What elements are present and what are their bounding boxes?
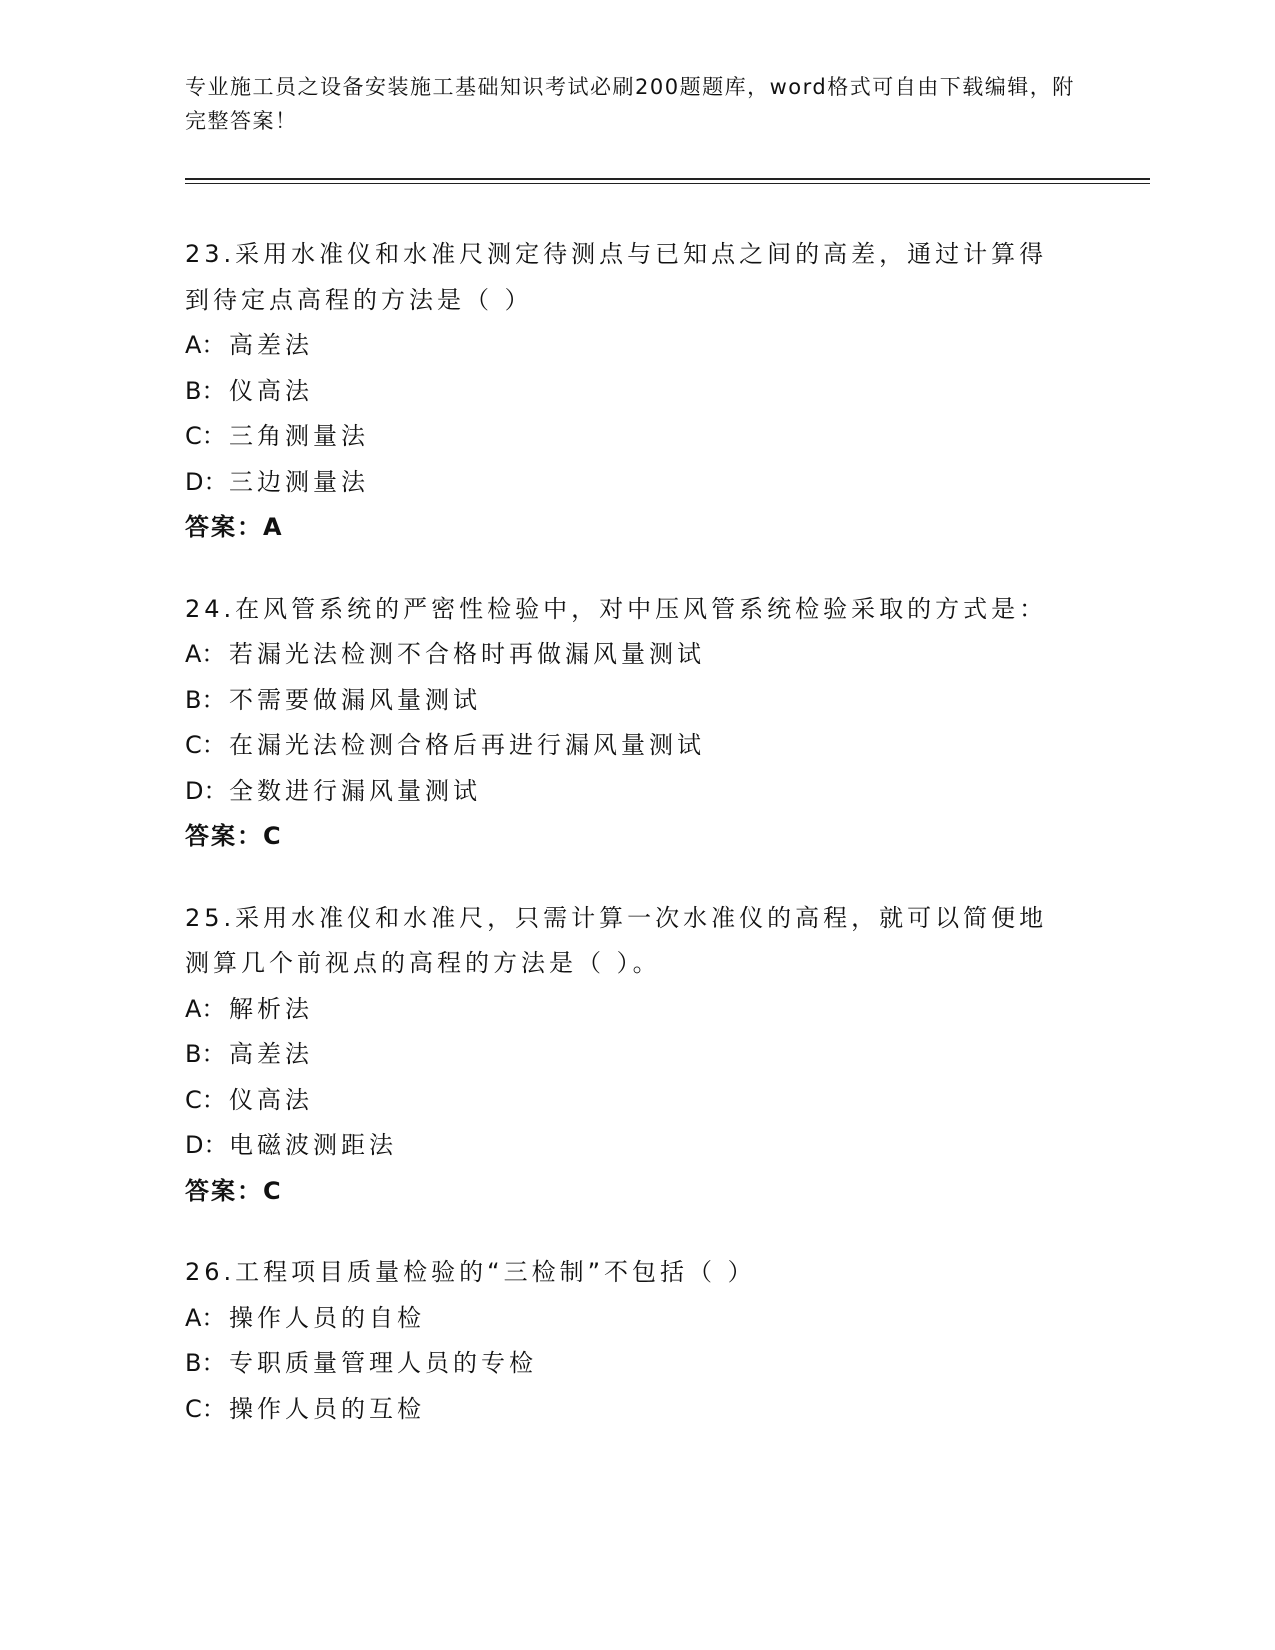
option-text: 高差法 bbox=[229, 331, 313, 359]
option-c bbox=[185, 414, 1085, 460]
option-letter: B： bbox=[185, 685, 226, 714]
question-stem: 23.采用水准仪和水准尺测定待测点与已知点之间的高差，通过计算得到待定点高程的方法是（ ） bbox=[185, 240, 1048, 314]
option-a bbox=[185, 323, 1085, 369]
option-text: 三角测量法 bbox=[229, 422, 369, 450]
option-letter: B： bbox=[185, 376, 226, 405]
option-letter: B： bbox=[185, 1040, 226, 1068]
option-letter: D： bbox=[185, 776, 228, 805]
option-letter: C： bbox=[185, 1394, 226, 1423]
option-letter: C： bbox=[185, 731, 226, 759]
answer-line bbox=[185, 1169, 1085, 1215]
option-text: 全数进行漏风量测试 bbox=[229, 776, 481, 805]
option-text: 不需要做漏风量测试 bbox=[229, 685, 481, 714]
option-text: 在漏光法检测合格后再进行漏风量测试 bbox=[229, 731, 705, 759]
option-d bbox=[185, 460, 1085, 506]
option-text: 三边测量法 bbox=[229, 467, 369, 496]
question-25 bbox=[185, 896, 1085, 1215]
option-letter: A： bbox=[185, 1303, 226, 1332]
question-stem: 24.在风管系统的严密性检验中，对中压风管系统检验采取的方式是： bbox=[185, 594, 1048, 623]
question-list bbox=[185, 232, 1085, 1468]
answer-label: 答案： bbox=[185, 513, 263, 541]
option-b bbox=[185, 1032, 1085, 1078]
option-b bbox=[185, 678, 1085, 724]
option-c bbox=[185, 1078, 1085, 1124]
question-23 bbox=[185, 232, 1085, 551]
option-text: 专职质量管理人员的专检 bbox=[229, 1349, 537, 1377]
option-letter: D： bbox=[185, 467, 228, 496]
question-stem: 25.采用水准仪和水准尺，只需计算一次水准仪的高程，就可以简便地测算几个前视点的高程的方法是（ ）。 bbox=[185, 903, 1048, 977]
question-26 bbox=[185, 1250, 1085, 1432]
option-letter: D： bbox=[185, 1131, 228, 1159]
option-letter: A： bbox=[185, 640, 226, 668]
question-stem: 26.工程项目质量检验的“三检制”不包括（ ） bbox=[185, 1258, 756, 1286]
option-text: 若漏光法检测不合格时再做漏风量测试 bbox=[229, 640, 705, 668]
option-text: 操作人员的自检 bbox=[229, 1303, 425, 1332]
document-header: 专业施工员之设备安装施工基础知识考试必刷200题题库，word格式可自由下载编辑，附完整答案！ bbox=[185, 75, 1075, 133]
option-text: 解析法 bbox=[229, 994, 313, 1023]
answer-value: C bbox=[263, 1176, 283, 1205]
option-b bbox=[185, 369, 1085, 415]
option-d bbox=[185, 1123, 1085, 1169]
option-text: 仪高法 bbox=[229, 1085, 313, 1114]
question-24 bbox=[185, 587, 1085, 860]
answer-label: 答案： bbox=[185, 822, 263, 850]
option-a bbox=[185, 632, 1085, 678]
answer-label: 答案： bbox=[185, 1176, 263, 1205]
option-b bbox=[185, 1341, 1085, 1387]
option-text: 高差法 bbox=[229, 1040, 313, 1068]
option-letter: C： bbox=[185, 1085, 226, 1114]
answer-line bbox=[185, 505, 1085, 551]
option-text: 仪高法 bbox=[229, 376, 313, 405]
option-letter: A： bbox=[185, 331, 226, 359]
option-c bbox=[185, 1387, 1085, 1433]
header-divider bbox=[185, 178, 1150, 184]
option-a bbox=[185, 987, 1085, 1033]
option-c bbox=[185, 723, 1085, 769]
option-text: 操作人员的互检 bbox=[229, 1394, 425, 1423]
answer-line bbox=[185, 814, 1085, 860]
option-letter: A： bbox=[185, 994, 226, 1023]
option-letter: B： bbox=[185, 1349, 226, 1377]
option-letter: C： bbox=[185, 422, 226, 450]
option-a bbox=[185, 1296, 1085, 1342]
option-text: 电磁波测距法 bbox=[229, 1131, 397, 1159]
option-d bbox=[185, 769, 1085, 815]
answer-value: A bbox=[263, 513, 284, 541]
answer-value: C bbox=[263, 822, 283, 850]
